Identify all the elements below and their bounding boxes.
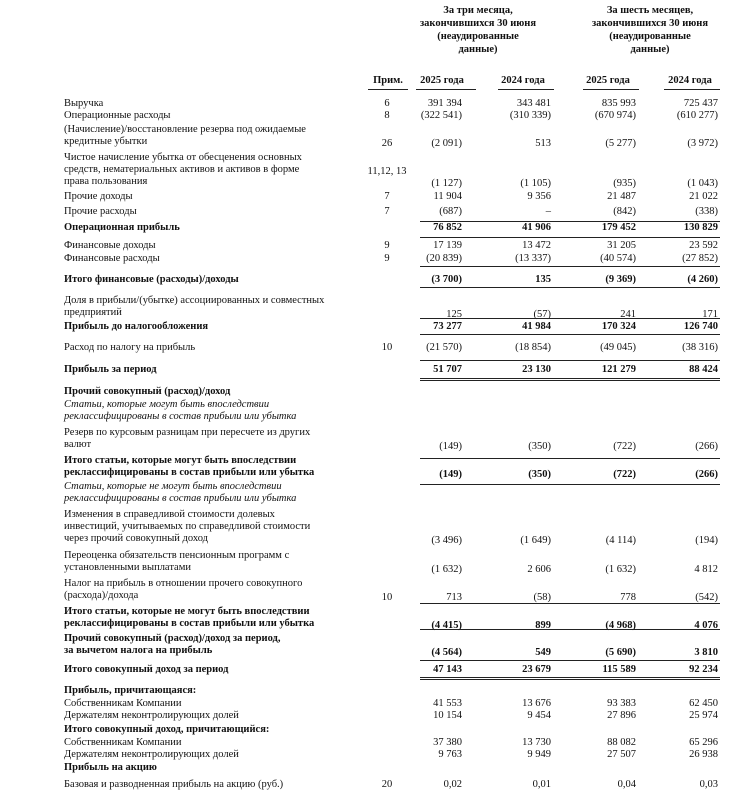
subtotal-underline — [420, 266, 720, 267]
row-label-line: Прочие доходы — [64, 191, 133, 202]
row-value: 9 763 — [438, 749, 462, 760]
statement-row — [0, 253, 752, 265]
row-value: 3 810 — [694, 647, 718, 658]
row-value: 4 076 — [694, 620, 718, 631]
row-value: 88 424 — [689, 364, 718, 375]
row-label-line: Базовая и разводненная прибыль на акцию (руб.) — [64, 779, 284, 790]
row-value: (38 316) — [682, 342, 718, 353]
row-label-line: реклассифицированы в состав прибыли или убытка — [64, 618, 315, 629]
row-value: 51 707 — [433, 364, 462, 375]
row-value: (194) — [695, 535, 718, 546]
row-value: 37 380 — [433, 737, 462, 748]
row-value: 13 676 — [522, 698, 551, 709]
row-value: 41 984 — [522, 321, 551, 332]
row-label-line: Итого совокупный доход за период — [64, 664, 229, 675]
row-value: 10 154 — [433, 710, 462, 721]
row-value: 135 — [535, 274, 551, 285]
row-note: 10 — [381, 342, 393, 353]
row-label — [64, 455, 359, 479]
row-label — [64, 481, 359, 505]
row-value: (5 277) — [605, 138, 636, 149]
row-label — [64, 191, 359, 203]
header-line: За три месяца, — [443, 5, 513, 16]
header-line: данные) — [458, 44, 498, 55]
statement-row — [0, 222, 752, 234]
row-note: 8 — [384, 110, 390, 121]
row-value: (4 114) — [605, 535, 636, 546]
row-note: 9 — [384, 253, 390, 264]
statement-row — [0, 321, 752, 333]
subtotal-underline — [420, 237, 720, 238]
row-value: (20 839) — [426, 253, 462, 264]
row-label-line: через прочий совокупный доход — [64, 533, 209, 544]
row-value: 11 904 — [433, 191, 462, 202]
row-note: 10 — [381, 592, 393, 603]
row-label — [64, 779, 359, 791]
row-label — [64, 698, 359, 710]
statement-row — [0, 98, 752, 110]
column-header-2024-h: 2024 года — [668, 75, 712, 86]
row-value: 549 — [535, 647, 551, 658]
header-line: данные) — [630, 44, 670, 55]
row-label-line: Прочий совокупный (расход)/доход за период, — [64, 633, 281, 644]
row-value: (1 632) — [605, 564, 636, 575]
row-value: (310 339) — [509, 110, 551, 121]
header-underline — [664, 89, 720, 90]
row-value: 27 896 — [607, 710, 636, 721]
row-note: 7 — [384, 206, 390, 217]
row-label-line: Итого совокупный доход, причитающийся: — [64, 724, 270, 735]
statement-row — [0, 191, 752, 203]
row-value: 0,01 — [532, 779, 551, 790]
row-value: (4 968) — [605, 620, 636, 631]
statement-row — [0, 578, 752, 604]
row-value: 899 — [535, 620, 551, 631]
row-label-line: Расход по налогу на прибыль — [64, 342, 196, 353]
row-value: 126 740 — [683, 321, 718, 332]
row-label-line: Итого финансовые (расходы)/доходы — [64, 274, 239, 285]
row-label — [64, 633, 359, 657]
subtotal-underline — [420, 380, 720, 381]
row-value: (350) — [528, 469, 551, 480]
subtotal-underline — [420, 458, 720, 459]
row-value: 47 143 — [433, 664, 462, 675]
row-value: 27 507 — [607, 749, 636, 760]
row-label-line: (расхода)/дохода — [64, 590, 139, 601]
header-line: (неаудированные — [437, 31, 519, 42]
row-value: (266) — [695, 469, 718, 480]
row-value: 21 487 — [607, 191, 636, 202]
row-label — [64, 110, 359, 122]
row-note: 7 — [384, 191, 390, 202]
row-value: 76 852 — [433, 222, 462, 233]
row-value: 778 — [620, 592, 636, 603]
header-underline — [583, 89, 639, 90]
row-value: (18 854) — [515, 342, 551, 353]
row-value: 115 589 — [602, 664, 636, 675]
row-value: 4 812 — [694, 564, 718, 575]
row-value: (338) — [695, 206, 718, 217]
statement-row — [0, 749, 752, 761]
row-value: 170 324 — [601, 321, 636, 332]
row-value: (1 649) — [520, 535, 551, 546]
row-label-line: инвестиций, учитываемых по справедливой стоимости — [64, 521, 311, 532]
statement-row — [0, 779, 752, 791]
statement-row — [0, 698, 752, 710]
row-label-line: Доля в прибыли/(убытке) ассоциированных и совместных — [64, 295, 325, 306]
row-label — [64, 274, 359, 286]
row-value: (5 690) — [605, 647, 636, 658]
row-value: 9 356 — [527, 191, 551, 202]
row-value: 121 279 — [601, 364, 636, 375]
row-label-line: Выручка — [64, 98, 104, 109]
statement-row — [0, 399, 752, 425]
row-value: 9 454 — [527, 710, 551, 721]
row-label — [64, 152, 359, 188]
row-value: 23 592 — [689, 240, 718, 251]
row-label — [64, 386, 359, 398]
row-label-line: Изменения в справедливой стоимости долевых — [64, 509, 275, 520]
statement-row — [0, 762, 752, 774]
header-underline — [498, 89, 554, 90]
row-value: (266) — [695, 441, 718, 452]
statement-row — [0, 664, 752, 676]
row-note: 26 — [381, 138, 393, 149]
row-label-line: Прибыль до налогообложения — [64, 321, 209, 332]
row-label-line: Прибыль, причитающаяся: — [64, 685, 197, 696]
statement-row — [0, 274, 752, 286]
row-value: (935) — [613, 178, 636, 189]
row-value: 92 234 — [689, 664, 718, 675]
subtotal-underline — [420, 221, 720, 222]
row-value: 0,03 — [699, 779, 718, 790]
row-value: (21 570) — [426, 342, 462, 353]
row-value: (9 369) — [605, 274, 636, 285]
row-value: (4 564) — [431, 647, 462, 658]
row-value: 26 938 — [689, 749, 718, 760]
row-value: (350) — [528, 441, 551, 452]
row-value: 25 974 — [689, 710, 718, 721]
row-value: 31 205 — [607, 240, 636, 251]
row-value: (3 972) — [687, 138, 718, 149]
row-label-line: Собственникам Компании — [64, 737, 182, 748]
row-value: 835 993 — [601, 98, 636, 109]
subtotal-underline — [420, 603, 720, 604]
row-note: 6 — [384, 98, 390, 109]
row-value: 2 606 — [527, 564, 551, 575]
row-label — [64, 124, 359, 148]
subtotal-underline — [420, 629, 720, 630]
row-label-line: Собственникам Компании — [64, 698, 182, 709]
statement-row — [0, 710, 752, 722]
row-value: 0,02 — [443, 779, 462, 790]
row-value: 88 082 — [607, 737, 636, 748]
row-label — [64, 606, 359, 630]
row-value: 725 437 — [683, 98, 718, 109]
row-value: (49 045) — [600, 342, 636, 353]
row-label — [64, 240, 359, 252]
header-line: За шесть месяцев, — [606, 5, 694, 16]
statement-row — [0, 342, 752, 354]
row-label-line: Операционная прибыль — [64, 222, 180, 233]
header-line: (неаудированные — [609, 31, 691, 42]
row-value: (842) — [613, 206, 636, 217]
row-value: 41 553 — [433, 698, 462, 709]
row-value: 125 — [446, 309, 462, 320]
row-value: 130 829 — [683, 222, 718, 233]
subtotal-underline — [420, 679, 720, 680]
statement-row — [0, 550, 752, 576]
row-value: (1 043) — [687, 178, 718, 189]
row-label-line: Прибыль на акцию — [64, 762, 157, 773]
row-label — [64, 578, 359, 602]
row-value: (1 127) — [431, 178, 462, 189]
row-value: (4 415) — [431, 620, 462, 631]
row-label-line: реклассифицированы в состав прибыли или убытка — [64, 493, 297, 504]
row-value: (58) — [533, 592, 551, 603]
row-label — [64, 749, 359, 761]
row-label-line: Статьи, которые могут быть впоследствии — [64, 399, 270, 410]
row-value: 343 481 — [516, 98, 551, 109]
row-label-line: Чистое начисление убытка от обесценения основных — [64, 152, 302, 163]
row-value: 513 — [535, 138, 551, 149]
row-label-line: валют — [64, 439, 92, 450]
row-value: (3 496) — [431, 535, 462, 546]
row-label — [64, 685, 359, 697]
row-value: (3 700) — [431, 274, 462, 285]
subtotal-underline — [420, 660, 720, 661]
row-label-line: реклассифицированы в состав прибыли или убытка — [64, 411, 297, 422]
subtotal-underline — [420, 360, 720, 361]
row-label — [64, 342, 359, 354]
row-value: (322 541) — [420, 110, 462, 121]
row-label — [64, 724, 359, 736]
row-label-line: реклассифицированы в состав прибыли или убытка — [64, 467, 315, 478]
row-value: 62 450 — [689, 698, 718, 709]
statement-row — [0, 364, 752, 376]
row-label-line: Держателям неконтролирующих долей — [64, 749, 239, 760]
row-label-line: кредитные убытки — [64, 136, 148, 147]
subtotal-underline — [420, 287, 720, 288]
statement-row — [0, 110, 752, 122]
statement-row — [0, 206, 752, 218]
row-value: 17 139 — [433, 240, 462, 251]
column-header-note: Прим. — [373, 75, 403, 86]
column-header-2024-q: 2024 года — [501, 75, 545, 86]
row-value: (610 277) — [676, 110, 718, 121]
statement-row — [0, 386, 752, 398]
row-label — [64, 222, 359, 234]
statement-row — [0, 427, 752, 453]
row-label-line: Держателям неконтролирующих долей — [64, 710, 239, 721]
row-value: (13 337) — [515, 253, 551, 264]
header-underline — [368, 89, 408, 90]
row-value: 93 383 — [607, 698, 636, 709]
row-label-line: за вычетом налога на прибыль — [64, 645, 213, 656]
row-label-line: Статьи, которые не могут быть впоследствии — [64, 481, 282, 492]
row-value: (27 852) — [682, 253, 718, 264]
statement-row — [0, 685, 752, 697]
row-label-line: (Начисление)/восстановление резерва под ожидаемые — [64, 124, 306, 135]
row-label-line: Финансовые расходы — [64, 253, 160, 264]
row-value: 23 130 — [522, 364, 551, 375]
row-note: 11,12, 13 — [367, 166, 407, 177]
row-label — [64, 509, 359, 545]
row-value: (1 632) — [431, 564, 462, 575]
row-label-line: средств, нематериальных активов и активов в форме — [64, 164, 300, 175]
row-note: 9 — [384, 240, 390, 251]
row-label — [64, 98, 359, 110]
column-header-2025-q: 2025 года — [420, 75, 464, 86]
row-label — [64, 399, 359, 423]
subtotal-underline — [420, 318, 720, 319]
row-label — [64, 253, 359, 265]
row-label — [64, 550, 359, 574]
row-value: (57) — [533, 309, 551, 320]
row-label — [64, 364, 359, 376]
row-value: 21 022 — [689, 191, 718, 202]
row-value: (40 574) — [600, 253, 636, 264]
row-value: 41 906 — [522, 222, 551, 233]
row-value: 65 296 — [689, 737, 718, 748]
row-label — [64, 710, 359, 722]
row-note: 20 — [381, 779, 393, 790]
row-label — [64, 295, 359, 319]
row-label-line: Прочий совокупный (расход)/доход — [64, 386, 231, 397]
row-value: (2 091) — [431, 138, 462, 149]
row-value: 73 277 — [433, 321, 462, 332]
subtotal-underline — [420, 484, 720, 485]
row-label — [64, 206, 359, 218]
row-value: (542) — [695, 592, 718, 603]
row-value: 13 472 — [522, 240, 551, 251]
row-label-line: Переоценка обязательств пенсионным программ с — [64, 550, 290, 561]
row-value: 0,04 — [617, 779, 636, 790]
row-label-line: Резерв по курсовым разницам при пересчете из других — [64, 427, 311, 438]
column-header-2025-h: 2025 года — [586, 75, 630, 86]
row-value: – — [545, 206, 551, 217]
row-value: (149) — [439, 469, 462, 480]
statement-row — [0, 124, 752, 150]
header-three-months — [412, 4, 544, 56]
subtotal-underline — [420, 677, 720, 678]
row-label-line: Операционные расходы — [64, 110, 171, 121]
statement-row — [0, 737, 752, 749]
header-line: закончившихся 30 июня — [419, 18, 537, 29]
row-value: (149) — [439, 441, 462, 452]
header-six-months — [576, 4, 724, 56]
row-label — [64, 737, 359, 749]
row-value: 391 394 — [427, 98, 462, 109]
row-label — [64, 762, 359, 774]
row-value: (670 974) — [594, 110, 636, 121]
header-underline — [416, 89, 476, 90]
subtotal-underline — [420, 378, 720, 379]
row-label-line: Прочие расходы — [64, 206, 137, 217]
header-line: закончившихся 30 июня — [591, 18, 709, 29]
row-value: 241 — [620, 309, 636, 320]
row-label — [64, 321, 359, 333]
row-value: (4 260) — [687, 274, 718, 285]
row-value: (722) — [613, 469, 636, 480]
row-label-line: Итого статьи, которые могут быть впоследствии — [64, 455, 297, 466]
row-value: 179 452 — [601, 222, 636, 233]
statement-row — [0, 633, 752, 659]
row-value: (687) — [439, 206, 462, 217]
row-label-line: Прибыль за период — [64, 364, 157, 375]
statement-row — [0, 152, 752, 190]
row-label-line: Налог на прибыль в отношении прочего совокупного — [64, 578, 303, 589]
row-value: 171 — [702, 309, 718, 320]
row-label-line: Итого статьи, которые не могут быть впоследствии — [64, 606, 310, 617]
row-value: 713 — [446, 592, 462, 603]
statement-row — [0, 509, 752, 547]
statement-row — [0, 724, 752, 736]
row-label — [64, 427, 359, 451]
row-label-line: Финансовые доходы — [64, 240, 156, 251]
subtotal-underline — [420, 334, 720, 335]
row-value: (1 105) — [520, 178, 551, 189]
row-label-line: предприятий — [64, 307, 122, 318]
row-value: 13 730 — [522, 737, 551, 748]
statement-row — [0, 240, 752, 252]
row-label-line: права пользования — [64, 176, 148, 187]
row-value: 9 949 — [527, 749, 551, 760]
row-label — [64, 664, 359, 676]
row-label-line: установленными выплатами — [64, 562, 191, 573]
row-value: (722) — [613, 441, 636, 452]
row-value: 23 679 — [522, 664, 551, 675]
